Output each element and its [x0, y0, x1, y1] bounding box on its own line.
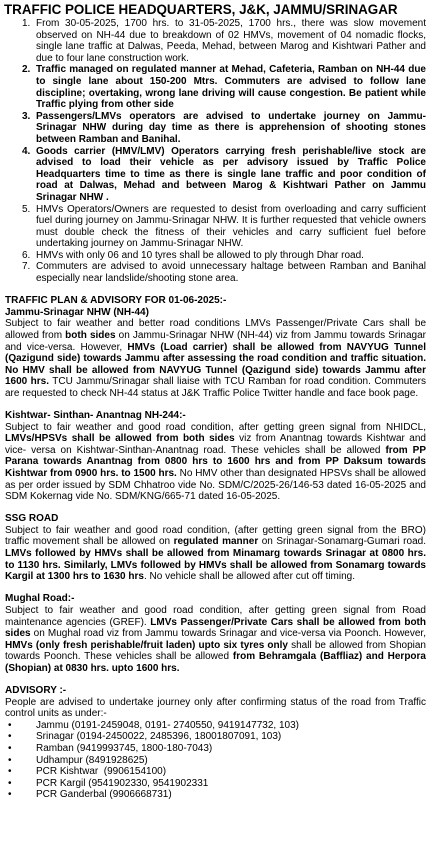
status-list-item: [5, 250, 426, 262]
jammu-srinagar-advisory-text: [5, 318, 426, 399]
status-list-item: [5, 146, 426, 204]
contact-text: PCR Ganderbal (9906668731): [36, 789, 172, 801]
bullet-icon: [8, 720, 12, 732]
list-number: 6.: [22, 249, 31, 261]
text-segment: viz from Anantnag towards Kishtwar and vice- versa on Kishtwar-Sinthan-Anantnag road. These vehicles shall be allowed: [5, 433, 426, 456]
list-number: 1.: [22, 18, 31, 29]
text-segment: shall be allowed from Shopian towards Poonch. These vehicles shall be allowed: [5, 639, 426, 663]
list-item-text: HMVs Operators/Owners are requested to desist from overloading and carry sufficient fuel during journey on Jammu-Srinagar NHW. It is further requested that vehicle owners must double check the fitness of their vehicles and carry sufficient fuel before undertaking journey on Jammu-Srinagar NHW.: [36, 203, 426, 250]
bullet-icon: [8, 755, 12, 767]
text-segment: Subject to fair weather and good road condition, after getting green signal from NHIDCL,: [5, 421, 426, 433]
emphasis-segment: regulated manner: [173, 536, 259, 548]
contact-item: [5, 731, 426, 743]
bullet-icon: [8, 731, 12, 743]
emphasis-segment: LMVs/HPSVs shall be allowed from both sides: [5, 433, 235, 445]
spacer: [5, 503, 426, 514]
contact-text: Jammu (0191-2459048, 0191- 2740550, 9419147732, 103): [36, 719, 299, 731]
text-segment: No HMV other than designated HPSVs shall be allowed as per order issued by SDM Chhatroo vide No. SDM/C/2025-26/146-53 dated 16-05-2025 and SDM Kokernag vide No. SDM/KNG/665-71 dated 16-05-2025.: [5, 467, 426, 503]
spacer: [5, 285, 426, 296]
list-item-text: Goods carrier (HMV/LMV) Operators carrying fresh perishable/live stock are advised to load their vehicle as per advisory issued by Traffic Police Headquarters time to time as there is single lane traffic and poor condition of road at Dalwas, Mehad and between Marog & Kishtwari Pather on Jammu Srinagar NHW .: [36, 145, 426, 203]
text-segment: on Jammu-Srinagar NHW (NH-44) viz from Jammu towards Srinagar and vice-versa. However,: [5, 329, 426, 353]
spacer: [5, 674, 426, 685]
emphasis-segment: LMVs followed by HMVs shall be allowed from Minamarg towards Srinagar at 0800 hrs. to 1130 hrs. Similarly, LMVs followed by HMVs shall be allowed from Sonamarg towards Kargil at 1300 hrs to 1630 hrs: [5, 548, 426, 583]
list-item-text: Commuters are advised to avoid unnecessary haltage between Ramban and Banihal especially near landslide/shooting stone area.: [36, 261, 426, 285]
ssg-road-heading: SSG ROAD: [5, 513, 59, 525]
text-segment: Subject to fair weather and good road condition, (after getting green signal from the BRO) traffic movement shall be allowed on: [5, 524, 426, 548]
list-item-text: From 30-05-2025, 1700 hrs. to 31-05-2025, 1700 hrs., there was slow movement observed on NH-44 due to breakdown of 02 HMVs, movement of 04 nomadic flocks, single lane traffic at Dalwas, Peeda, Mehad, between Marog and Kishtwari Pather and due to four lane construction work.: [36, 18, 426, 64]
contact-item: [5, 720, 426, 732]
advisory-heading: ADVISORY :-: [5, 684, 67, 696]
bullet-icon: [8, 743, 12, 755]
list-item-text: Passengers/LMVs operators are advised to undertake journey on Jammu-Srinagar NHW during day time as there is apprehension of shooting stones between Ramban and Banihal.: [36, 110, 426, 145]
list-number: 4.: [22, 145, 31, 157]
status-list-item: [5, 204, 426, 250]
kishtwar-heading: Kishtwar- Sinthan- Anantnag NH-244:-: [5, 410, 186, 421]
contact-item: [5, 778, 426, 790]
bullet-icon: [8, 766, 12, 778]
emphasis-segment: from PP Parana towards Anantnag from 0800 hrs to 1600 hrs and from PP Daksum towards Kishtwar from 0900 hrs. to 1500 hrs.: [5, 444, 426, 479]
kishtwar-advisory-text: [5, 422, 426, 503]
spacer: [5, 583, 426, 594]
status-list-item: [5, 111, 426, 146]
spacer: [5, 400, 426, 411]
document-title: TRAFFIC POLICE HEADQUARTERS, J&K, JAMMU/SRINAGAR: [4, 2, 398, 17]
list-number: 7.: [22, 261, 31, 273]
status-list-item: [5, 64, 426, 110]
emphasis-segment: HMVs (only fresh perishable/fruit laden) upto six tyres only: [5, 639, 288, 651]
text-segment: on Srinagar-Sonamarg-Gumari road.: [258, 536, 426, 548]
text-segment: on Mughal road viz from Jammu towards Srinagar and vice-versa via Poonch. However,: [30, 628, 426, 640]
traffic-plan-title: TRAFFIC PLAN & ADVISORY FOR 01-06-2025:-: [5, 295, 227, 307]
contact-text: Ramban (9419993745, 1800-180-7043): [36, 742, 213, 754]
contact-item: [5, 789, 426, 801]
bullet-icon: [8, 789, 12, 801]
contact-item: [5, 755, 426, 767]
mughal-road-advisory-text: [5, 605, 426, 675]
text-segment: Subject to fair weather and better road conditions LMVs Passenger/Private Cars shall be allowed from: [5, 318, 426, 341]
advisory-intro: People are advised to undertake journey only after confirming status of the road from Traffic control units as under:-: [5, 696, 426, 720]
bullet-icon: [8, 778, 12, 790]
list-item-text: Traffic managed on regulated manner at Mehad, Cafeteria, Ramban on NH-44 due to single lane about 150-200 Mtrs. Commuters are advised to follow lane discipline; overtaking, wrong lane driving will cause congestion. Be patient while Traffic plying from other side: [36, 64, 426, 111]
jammu-srinagar-heading: Jammu-Srinagar NHW (NH-44): [5, 306, 149, 318]
contact-item: [5, 743, 426, 755]
contact-text: Srinagar (0194-2450022, 2485396, 18001807091, 103): [36, 731, 282, 743]
status-list-item: [5, 18, 426, 64]
text-segment: . No vehicle shall be allowed after cut off timing.: [143, 571, 356, 583]
list-number: 5.: [22, 203, 31, 215]
road-status-list: [5, 18, 426, 285]
emphasis-segment: LMVs Passenger/Private Cars shall be allowed from both sides: [5, 616, 426, 640]
emphasis-segment: from Behramgala (Baffliaz) and Herpora (Shopian) at 0830 hrs. upto 1600 hrs.: [5, 651, 426, 674]
text-segment: TCU Jammu/Srinagar shall liaise with TCU Ramban for road condition. Commuters are requested to check NH-44 status at J&K Traffic Police Twitter handle and face book page.: [5, 376, 427, 399]
contact-text: PCR Kishtwar (9906154100): [36, 766, 167, 778]
contact-text: PCR Kargil (9541902330, 9541902331: [36, 777, 209, 789]
status-list-item: [5, 261, 426, 284]
contact-text: Udhampur (8491928625): [36, 754, 148, 766]
ssg-road-advisory-text: [5, 525, 426, 583]
emphasis-segment: both sides: [65, 329, 116, 341]
list-number: 2.: [22, 64, 31, 76]
contact-item: [5, 766, 426, 778]
list-number: 3.: [22, 110, 31, 122]
traffic-control-contacts: [5, 720, 426, 801]
mughal-road-heading: Mughal Road:-: [5, 593, 75, 605]
list-item-text: HMVs with only 06 and 10 tyres shall be allowed to ply through Dhar road.: [36, 249, 364, 261]
emphasis-segment: HMVs (Load carrier) shall be allowed from NAVYUG Tunnel (Qazigund side) towards Jammu after assessing the road condition and traffic situation. No HMV shall be allowed from NAVYUG Tunnel (Qazigund side) towards Jammu after 1600 hrs.: [5, 341, 426, 388]
text-segment: Subject to fair weather and good road condition, after getting green signal from Road maintenance agencies (GREF).: [5, 604, 426, 628]
